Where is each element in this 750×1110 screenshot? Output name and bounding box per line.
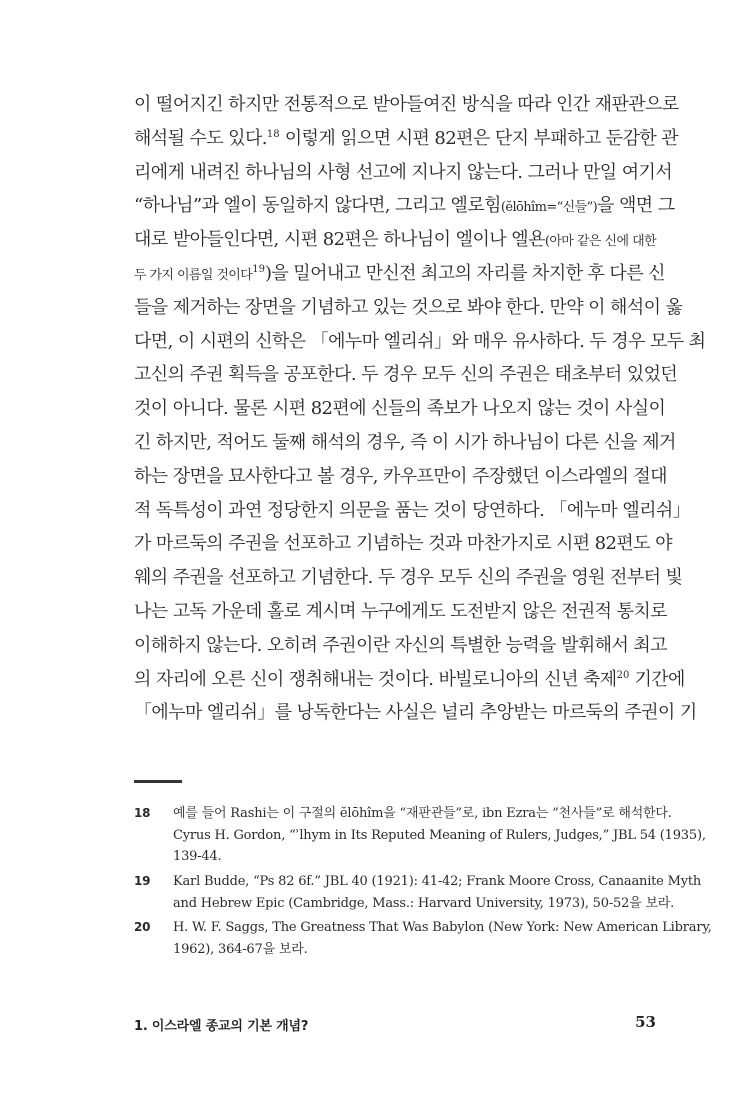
footnote-text bbox=[173, 871, 702, 914]
footnote-line: 139-44. bbox=[173, 849, 222, 864]
footnote-marker: 18 bbox=[266, 128, 280, 140]
footnote-line: Karl Budde, “Ps 82 6f.” JBL 40 (1921): 41-42; Frank Moore Cross, Canaanite Myth bbox=[173, 874, 702, 889]
footnote-marker: 19 bbox=[252, 263, 265, 275]
footnote-line: H. W. F. Saggs, The Greatness That Was Babylon (New York: New American Library, bbox=[173, 920, 712, 935]
body-line: 「에누마 엘리쉬」를 낭독한다는 사실은 널리 추앙받는 마르둑의 주권이 기 bbox=[134, 702, 697, 724]
footnote-line: and Hebrew Epic (Cambridge, Mass.: Harvard University, 1973), 50-52을 보라. bbox=[173, 895, 675, 911]
body-line: 이해하지 않는다. 오히려 주권이란 자신의 특별한 능력을 발휘해서 최고 bbox=[134, 634, 667, 656]
inline-gloss: (아마 같은 신에 대한 bbox=[544, 234, 656, 250]
body-line: 다면, 이 시편의 신학은 「에누마 엘리쉬」와 매우 유사하다. 두 경우 모두 최 bbox=[134, 330, 706, 352]
body-line: 리에게 내려진 하나님의 사형 선고에 지나지 않는다. 그러나 만일 여기서 bbox=[134, 161, 673, 183]
footnote-number: 20 bbox=[134, 920, 151, 934]
body-text-segment: 이렇게 읽으면 시편 82편은 단지 부패하고 둔감한 관 bbox=[279, 127, 679, 149]
body-line: 적 독특성이 과연 정당한지 의문을 품는 것이 당연하다. 「에누마 엘리쉬」 bbox=[134, 499, 691, 521]
footnote-line: 예를 들어 Rashi는 이 구절의 ĕlōhîm을 “재판관들”로, ibn Ezra는 “천사들”로 해석한다. bbox=[173, 806, 672, 821]
body-line: 고신의 주권 획득을 공포한다. 두 경우 모두 신의 주권은 태초부터 있었던 bbox=[134, 364, 678, 386]
body-text-segment: 의 자리에 오른 신이 쟁취해내는 것이다. 바빌로니아의 신년 축제 bbox=[134, 668, 617, 690]
page-number: 53 bbox=[635, 1013, 656, 1031]
footnote-number: 19 bbox=[134, 874, 151, 888]
body-line bbox=[134, 257, 665, 291]
body-text bbox=[134, 88, 706, 730]
inline-gloss: 두 가지 이름일 것이다 bbox=[134, 267, 253, 283]
running-footer-chapter-title: 1. 이스라엘 종교의 기본 개념? bbox=[134, 1019, 309, 1034]
body-line: 이 떨어지긴 하지만 전통적으로 받아들여진 방식을 따라 인간 재판관으로 bbox=[134, 94, 679, 115]
body-line bbox=[134, 223, 656, 257]
footnote-text bbox=[173, 917, 712, 960]
body-line bbox=[134, 122, 679, 156]
footnote bbox=[134, 917, 712, 960]
footnote bbox=[134, 871, 702, 914]
body-line bbox=[134, 663, 685, 697]
footnote-marker: 20 bbox=[616, 669, 630, 681]
body-text-segment: “하나님”과 엘이 동일하지 않다면, 그리고 엘로힘 bbox=[134, 195, 501, 217]
body-text-segment: 해석될 수도 있다. bbox=[134, 127, 267, 149]
inline-gloss: (ĕlōhîm=“신들”) bbox=[500, 200, 598, 216]
footnote-separator bbox=[134, 780, 182, 783]
footnote-line: Cyrus H. Gordon, “ʾlhym in Its Reputed Meaning of Rulers, Judges,” JBL 54 (1935), bbox=[173, 827, 706, 843]
body-line: 들을 제거하는 장면을 기념하고 있는 것으로 봐야 한다. 만약 이 해석이 옳 bbox=[134, 296, 683, 318]
body-line: 가 마르둑의 주권을 선포하고 기념하는 것과 마찬가지로 시편 82편도 야 bbox=[134, 533, 672, 555]
body-line bbox=[134, 189, 675, 223]
body-text-segment: 기간에 bbox=[629, 668, 685, 690]
body-line: 하는 장면을 묘사한다고 볼 경우, 카우프만이 주장했던 이스라엘의 절대 bbox=[134, 465, 667, 487]
body-text-segment: 을 액면 그 bbox=[597, 195, 675, 217]
body-line: 긴 하지만, 적어도 둘째 해석의 경우, 즉 이 시가 하나님이 다른 신을 제거 bbox=[134, 431, 676, 453]
body-line: 나는 고독 가운데 홀로 계시며 누구에게도 도전받지 않은 전권적 통치로 bbox=[134, 600, 667, 622]
footnote bbox=[134, 803, 706, 868]
footnote-line: 1962), 364-67을 보라. bbox=[173, 941, 308, 957]
body-line: 웨의 주권을 선포하고 기념한다. 두 경우 모두 신의 주권을 영원 전부터 빛 bbox=[134, 567, 683, 589]
body-text-segment: 대로 받아들인다면, 시편 82편은 하나님이 엘이나 엘욘 bbox=[134, 229, 545, 251]
body-line: 것이 아니다. 물론 시편 82편에 신들의 족보가 나오지 않는 것이 사실이 bbox=[134, 398, 666, 420]
footnote-number: 18 bbox=[134, 806, 151, 820]
body-text-segment: )을 밀어내고 만신전 최고의 자리를 차지한 후 다른 신 bbox=[264, 262, 665, 284]
footnote-text bbox=[173, 803, 706, 868]
